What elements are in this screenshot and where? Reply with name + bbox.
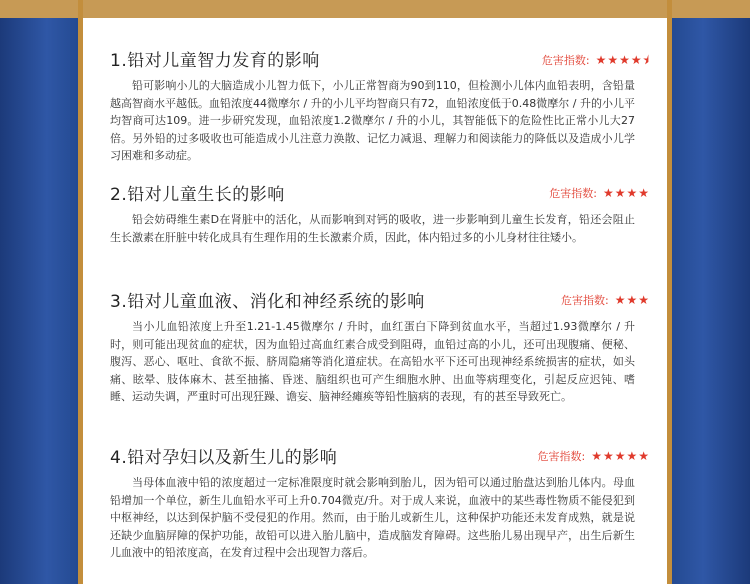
left-border bbox=[0, 0, 78, 584]
hazard-rating bbox=[549, 185, 650, 201]
content-panel bbox=[78, 0, 672, 584]
panel-top-bar bbox=[83, 0, 667, 18]
section-growth bbox=[110, 180, 650, 246]
section-text: 当母体血液中铅的浓度超过一定标准限度时就会影响到胎儿，因为铅可以通过胎盘达到胎儿体内。母血铅增加一个单位，新生儿血铅水平可上升0.704微克/升。对于成人来说，血液中的某些毒性物质不能侵犯到中枢神经，以达到保护脑不受侵犯的作用。然而，由于胎儿或新生儿，这种保护功能还未发育成熟，就是说还缺少血脑屏障的保护功能，故铅可以进入胎儿脑中，造成脑发育障碍。这些胎儿易出现早产，出生后新生儿血液中的铅浓度高，在发育过程中会出现智力落后。 bbox=[110, 476, 635, 559]
hazard-rating bbox=[537, 448, 650, 464]
hazard-label: 危害指数: bbox=[541, 54, 590, 67]
section-intelligence bbox=[110, 46, 650, 165]
hazard-label: 危害指数: bbox=[537, 450, 586, 463]
star-rating-icon: ★★★★ bbox=[602, 186, 650, 200]
section-pregnancy-newborn bbox=[110, 443, 650, 562]
right-border bbox=[672, 0, 750, 584]
section-blood-digestion-nerve bbox=[110, 287, 650, 406]
section-title: 2.铅对儿童生长的影响 bbox=[110, 185, 285, 205]
star-rating-icon: ★★★★⯨ bbox=[595, 53, 650, 67]
star-rating-icon: ★★★ bbox=[614, 293, 650, 307]
section-text: 当小儿血铅浓度上升至1.21-1.45微摩尔 / 升时，血红蛋白下降到贫血水平，当超过1.93微摩尔 / 升时，则可能出现贫血的症状，因为血铅过高血红素合成受到阻碍，血铅过高的小儿，还可出现腹痛、便秘、腹泻、恶心、呕吐、食欲不振、脐周隐痛等消化道症状。在高铅水平下还可出现神经系统损害的症状，如头痛、眩晕、肢体麻木、甚至抽搐、昏迷、脑组织也可产生细胞水肿、出血等病理变化，引起反应迟钝、嗜睡、运动失调，严重时可出现狂躁、谵妄、脑神经瘫痪等铅性脑病的表现，有的甚至导致死亡。 bbox=[110, 320, 635, 403]
hazard-rating bbox=[561, 292, 650, 308]
section-title: 1.铅对儿童智力发育的影响 bbox=[110, 51, 320, 71]
section-text: 铅会妨碍维生素D在肾脏中的活化，从而影响到对钙的吸收，进一步影响到儿童生长发育，铅还会阻止生长激素在肝脏中转化成具有生理作用的生长激素介质，因此，体内铅过多的小儿身材往往矮小。 bbox=[110, 213, 635, 244]
star-rating-icon: ★★★★★ bbox=[591, 449, 650, 463]
hazard-label: 危害指数: bbox=[549, 187, 597, 200]
hazard-label: 危害指数: bbox=[561, 294, 609, 307]
section-title: 4.铅对孕妇以及新生儿的影响 bbox=[110, 448, 338, 468]
section-title: 3.铅对儿童血液、消化和神经系统的影响 bbox=[110, 292, 425, 312]
section-text: 铅可影响小儿的大脑造成小儿智力低下，小儿正常智商为90到110，但检测小儿体内血铅表明，含铅量越高智商水平越低。血铅浓度44微摩尔 / 升的小儿平均智商只有72，血铅浓度低于0.48微摩尔 / 升的小儿平均智商可达109。进一步研究发现，血铅浓度1.2微摩尔 / 升的小儿，其智能低下的危险性比正常小儿大27倍。另外铅的过多吸收也可能造成小儿注意力涣散、记忆力减退、理解力和阅读能力的降低以及造成小儿学习困难和多动症。 bbox=[110, 79, 635, 162]
hazard-rating bbox=[542, 51, 650, 72]
